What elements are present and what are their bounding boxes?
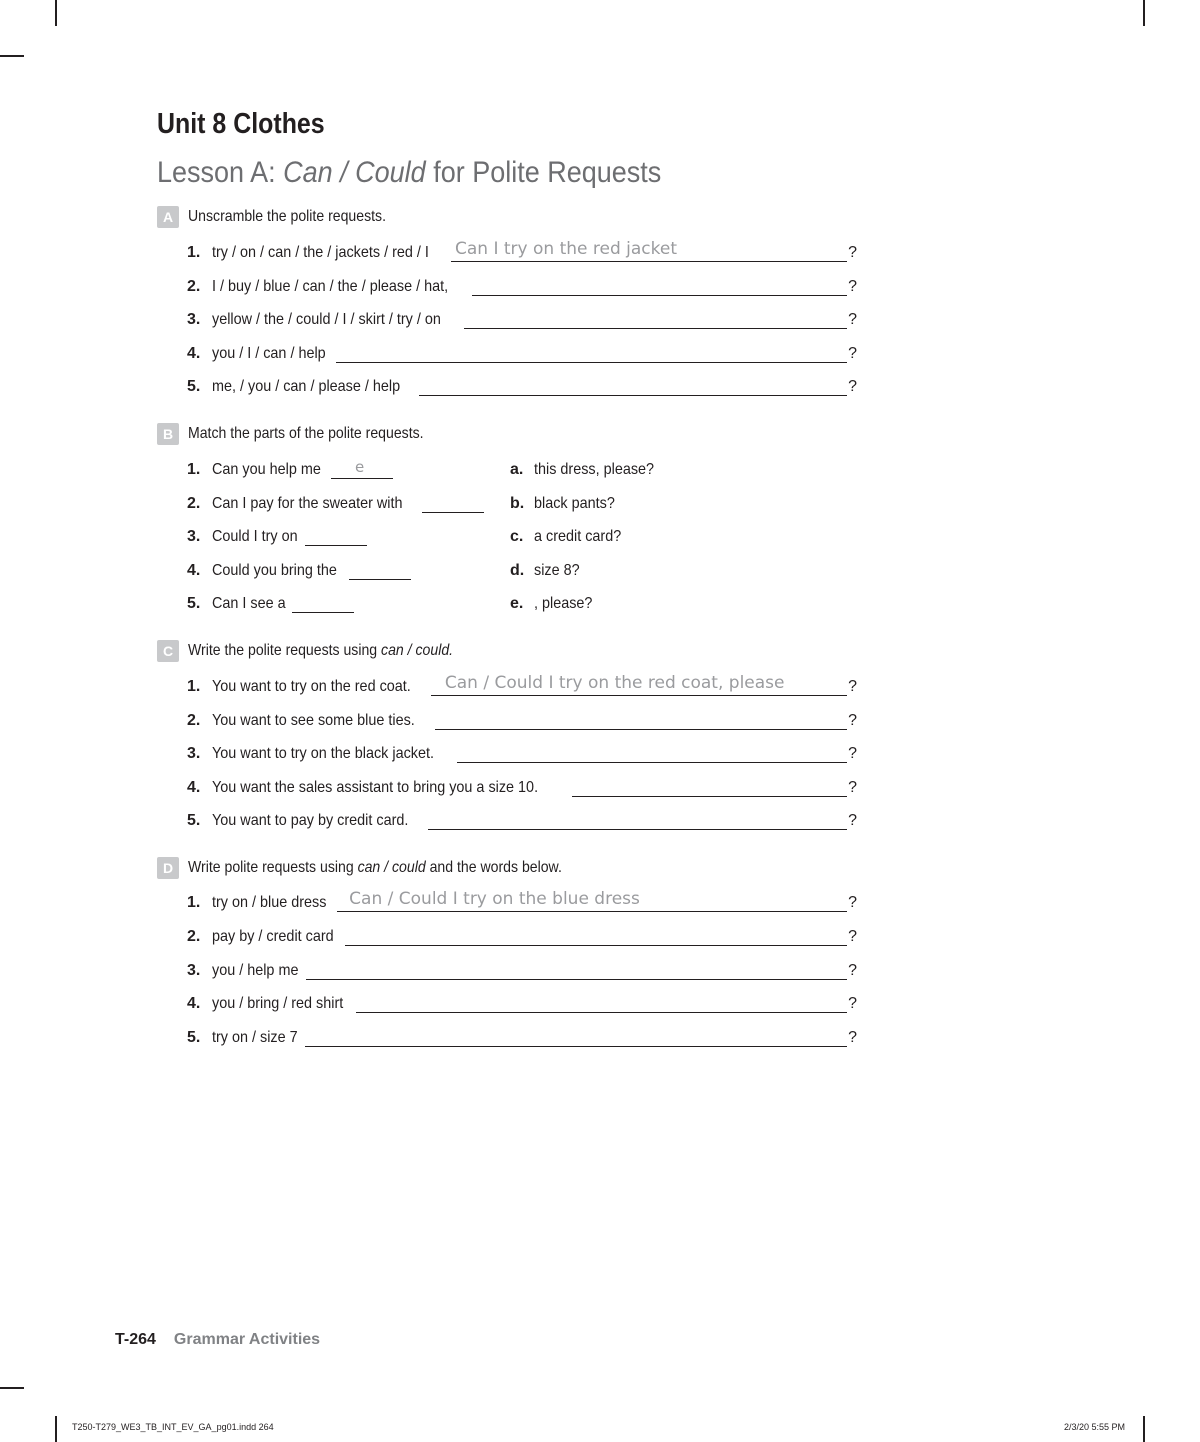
match-left-item	[187, 455, 393, 479]
item-number: 4.	[187, 779, 201, 796]
exercise-item	[187, 272, 857, 296]
item-number: 5.	[187, 378, 201, 395]
item-prompt: You want to pay by credit card.	[212, 812, 409, 829]
question-mark: ?	[848, 1029, 857, 1046]
footer-section: Grammar Activities	[173, 1331, 321, 1348]
item-number: 5.	[187, 812, 201, 829]
item-prompt: me, / you / can / please / help	[212, 378, 401, 395]
question-mark: ?	[848, 995, 857, 1012]
item-prompt: Can I see a	[212, 595, 286, 612]
answer-line[interactable]	[435, 705, 847, 730]
crop-mark	[55, 0, 57, 26]
item-prompt: You want the sales assistant to bring you a size 10.	[212, 779, 539, 796]
question-mark: ?	[848, 678, 857, 695]
item-text: a credit card?	[534, 528, 622, 545]
answer-line[interactable]	[337, 887, 847, 912]
lesson-italic: Can / Could	[283, 156, 426, 189]
question-mark: ?	[848, 378, 857, 395]
item-letter: c.	[510, 528, 524, 545]
page-number: T-264	[115, 1331, 156, 1348]
section-d-header	[157, 857, 613, 879]
item-prompt: Can I pay for the sweater with	[212, 495, 403, 512]
match-left-item	[187, 556, 411, 580]
crop-mark	[0, 1387, 24, 1389]
instruction-text: Write polite requests using	[188, 859, 358, 876]
answer-line[interactable]	[345, 921, 847, 946]
instruction-text: and the words below.	[425, 859, 562, 876]
item-text: size 8?	[534, 562, 580, 579]
item-number: 1.	[187, 678, 201, 695]
item-number: 2.	[187, 928, 201, 945]
handwritten-answer: Can / Could I try on the red coat, please	[444, 673, 785, 693]
item-number: 4.	[187, 562, 201, 579]
answer-line[interactable]	[419, 371, 847, 396]
item-text: this dress, please?	[534, 461, 655, 478]
item-number: 5.	[187, 595, 201, 612]
handwritten-answer: Can / Could I try on the blue dress	[349, 889, 640, 909]
section-b-header	[157, 423, 456, 445]
answer-line[interactable]	[451, 237, 847, 262]
crop-mark	[1143, 0, 1145, 26]
exercise-item	[187, 1023, 857, 1047]
item-letter: e.	[510, 595, 524, 612]
item-prompt: yellow / the / could / I / skirt / try / on	[212, 311, 441, 328]
item-number: 3.	[187, 745, 201, 762]
section-badge: D	[157, 857, 179, 879]
section-a-header	[157, 206, 413, 228]
section-badge: C	[157, 640, 179, 662]
item-prompt: I / buy / blue / can / the / please / hat,	[212, 278, 449, 295]
answer-line[interactable]	[428, 805, 847, 830]
question-mark: ?	[848, 962, 857, 979]
item-prompt: Could you bring the	[212, 562, 337, 579]
lesson-suffix: for Polite Requests	[425, 156, 662, 189]
answer-line[interactable]	[431, 671, 847, 696]
exercise-item	[187, 305, 857, 329]
item-prompt: pay by / credit card	[212, 928, 334, 945]
item-prompt: you / bring / red shirt	[212, 995, 344, 1012]
item-letter: a.	[510, 461, 524, 478]
section-instruction	[188, 859, 562, 877]
section-c-header	[157, 640, 489, 662]
lesson-title	[157, 156, 661, 190]
answer-line[interactable]	[305, 1022, 847, 1047]
item-letter: d.	[510, 562, 525, 579]
item-number: 2.	[187, 712, 201, 729]
item-prompt: Could I try on	[212, 528, 298, 545]
handwritten-answer: Can I try on the red jacket	[455, 239, 678, 259]
crop-mark	[55, 1416, 57, 1442]
exercise-item	[187, 888, 857, 912]
question-mark: ?	[848, 244, 857, 261]
match-right-item	[510, 522, 625, 546]
match-right-item	[510, 589, 593, 613]
item-number: 2.	[187, 278, 201, 295]
crop-mark	[0, 55, 24, 57]
unit-title: Unit 8 Clothes	[157, 108, 325, 140]
item-prompt: You want to see some blue ties.	[212, 712, 415, 729]
match-answer-line[interactable]	[422, 488, 484, 513]
section-badge: B	[157, 423, 179, 445]
exercise-item	[187, 989, 857, 1013]
exercise-item	[187, 706, 857, 730]
question-mark: ?	[848, 928, 857, 945]
item-prompt: try on / size 7	[212, 1029, 298, 1046]
answer-line[interactable]	[336, 338, 847, 363]
item-number: 3.	[187, 311, 201, 328]
instruction-text: Write the polite requests using	[188, 642, 382, 659]
question-mark: ?	[848, 894, 857, 911]
question-mark: ?	[848, 278, 857, 295]
item-number: 4.	[187, 995, 201, 1012]
match-left-item	[187, 522, 367, 546]
item-prompt: you / I / can / help	[212, 345, 326, 362]
item-prompt: Can you help me	[212, 461, 321, 478]
section-badge: A	[157, 206, 179, 228]
instruction-italic: can / could	[357, 859, 426, 876]
print-slug-file: T250-T279_WE3_TB_INT_EV_GA_pg01.indd 264	[72, 1422, 274, 1432]
item-number: 3.	[187, 962, 201, 979]
match-left-item	[187, 489, 484, 513]
section-instruction: Match the parts of the polite requests.	[188, 425, 424, 442]
answer-line[interactable]	[464, 304, 847, 329]
exercise-item	[187, 372, 857, 396]
answer-line[interactable]	[572, 772, 847, 797]
question-mark: ?	[848, 311, 857, 328]
match-answer-line[interactable]	[292, 588, 354, 613]
item-prompt: try on / blue dress	[212, 894, 327, 911]
match-left-item	[187, 589, 354, 613]
question-mark: ?	[848, 745, 857, 762]
exercise-item	[187, 956, 857, 980]
section-instruction: Unscramble the polite requests.	[188, 208, 386, 225]
exercise-item	[187, 739, 857, 763]
item-number: 2.	[187, 495, 201, 512]
match-right-item	[510, 556, 579, 580]
exercise-item	[187, 238, 857, 262]
item-prompt: you / help me	[212, 962, 299, 979]
instruction-italic: can / could.	[381, 642, 454, 659]
item-number: 5.	[187, 1029, 201, 1046]
match-answer-line[interactable]	[331, 454, 393, 479]
item-text: black pants?	[534, 495, 615, 512]
item-prompt: try / on / can / the / jackets / red / I	[212, 244, 429, 261]
exercise-item	[187, 806, 857, 830]
item-prompt: You want to try on the red coat.	[212, 678, 411, 695]
match-answer-line[interactable]	[305, 521, 367, 546]
answer-line[interactable]	[457, 738, 847, 763]
exercise-item	[187, 672, 857, 696]
question-mark: ?	[848, 345, 857, 362]
item-number: 4.	[187, 345, 201, 362]
question-mark: ?	[848, 779, 857, 796]
match-answer-line[interactable]	[349, 555, 411, 580]
item-number: 3.	[187, 528, 201, 545]
item-letter: b.	[510, 495, 525, 512]
item-number: 1.	[187, 894, 201, 911]
match-right-item	[510, 489, 618, 513]
answer-line[interactable]	[306, 955, 847, 980]
match-right-item	[510, 455, 661, 479]
answer-line[interactable]	[356, 988, 847, 1013]
page-footer	[115, 1331, 320, 1349]
item-text: , please?	[534, 595, 593, 612]
handwritten-answer: e	[354, 458, 365, 476]
item-number: 1.	[187, 461, 201, 478]
exercise-item	[187, 773, 857, 797]
answer-line[interactable]	[472, 271, 847, 296]
section-instruction	[188, 642, 453, 660]
question-mark: ?	[848, 812, 857, 829]
item-prompt: You want to try on the black jacket.	[212, 745, 435, 762]
item-number: 1.	[187, 244, 201, 261]
exercise-item	[187, 922, 857, 946]
print-slug-date: 2/3/20 5:55 PM	[1064, 1422, 1126, 1432]
exercise-item	[187, 339, 857, 363]
crop-mark	[1143, 1416, 1145, 1442]
question-mark: ?	[848, 712, 857, 729]
lesson-prefix: Lesson A:	[157, 156, 284, 189]
